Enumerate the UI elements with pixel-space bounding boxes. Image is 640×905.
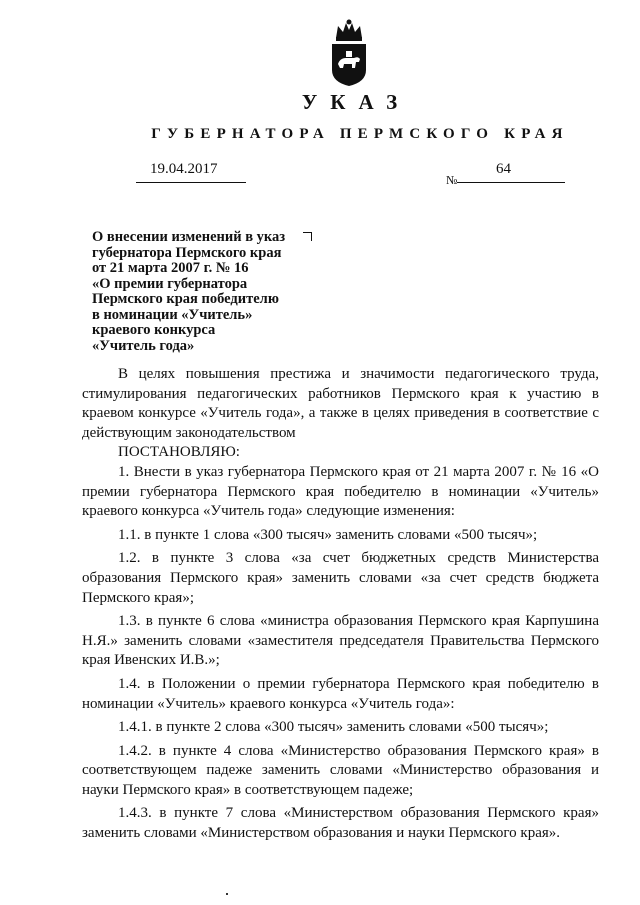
body-paragraph: 1.4.2. в пункте 4 слова «Министерство образования Пермского края» в соответствующем падеже заменить словами «Министерство образования и науки Пермского края» в соответствующем падеже; (82, 742, 599, 798)
body-paragraph: 1.4.1. в пункте 2 слова «300 тысяч» заменить словами «500 тысяч»; (118, 719, 549, 736)
document-issuer: ГУБЕРНАТОРА ПЕРМСКОГО КРАЯ (151, 126, 569, 142)
body-paragraph: 1.1. в пункте 1 слова «300 тысяч» заменить словами «500 тысяч»; (118, 526, 538, 543)
body-paragraph: 1.4. в Положении о премии губернатора Пермского края победителю в номинации «Учитель» краевого конкурса «Учитель года»: (82, 675, 599, 712)
body-paragraph: 1. Внести в указ губернатора Пермского края от 21 марта 2007 г. № 16 «О премии губернатора Пермского края победителю в номинации «Учитель» краевого конкурса «Учитель года» следующие изменения: (82, 463, 599, 520)
body-paragraph: ПОСТАНОВЛЯЮ: (118, 444, 240, 461)
heading-line: от 21 марта 2007 г. № 16 (92, 260, 249, 276)
page-dot (226, 893, 228, 895)
heading-line: губернатора Пермского края (92, 244, 282, 261)
body-paragraph: 1.2. в пункте 3 слова «за счет бюджетных средств Министерства образования Пермского края» заменить словами «за счет средств бюджета Пермского края»; (82, 550, 599, 606)
heading-corner-mark (303, 232, 312, 241)
body-paragraph: 1.4.3. в пункте 7 слова «Министерством образования Пермского края» заменить словами «Министерством образования и науки Пермского края». (82, 805, 599, 842)
number-underline (457, 182, 565, 183)
heading-line: краевого конкурса (92, 322, 216, 338)
number-sign: № (446, 173, 458, 187)
date-underline (136, 182, 246, 183)
heading-line: О внесении изменений в указ (92, 229, 286, 245)
body-paragraph: 1.3. в пункте 6 слова «министра образования Пермского края Карпушина Н.Я.» заменить словами «заместителя председателя Правительства Пермского края Ивенских И.В.»; (82, 613, 599, 669)
document-heading (92, 230, 307, 354)
document-body (82, 365, 599, 844)
document-number: 64 (496, 161, 511, 177)
document-date: 19.04.2017 (150, 161, 218, 177)
document-title: УКАЗ (301, 90, 411, 114)
heading-line: «Учитель года» (92, 337, 195, 354)
heading-line: в номинации «Учитель» (92, 306, 253, 323)
coat-of-arms-icon (326, 18, 372, 88)
heading-line: «О премии губернатора (92, 275, 248, 292)
heading-line: Пермского края победителю (92, 291, 279, 307)
body-paragraph: В целях повышения престижа и значимости педагогического труда, стимулирования педагогических работников Пермского края к участию в краевом конкурсе «Учитель года», а также в целях приведения в соответствие с действующим законодательством (82, 366, 599, 441)
